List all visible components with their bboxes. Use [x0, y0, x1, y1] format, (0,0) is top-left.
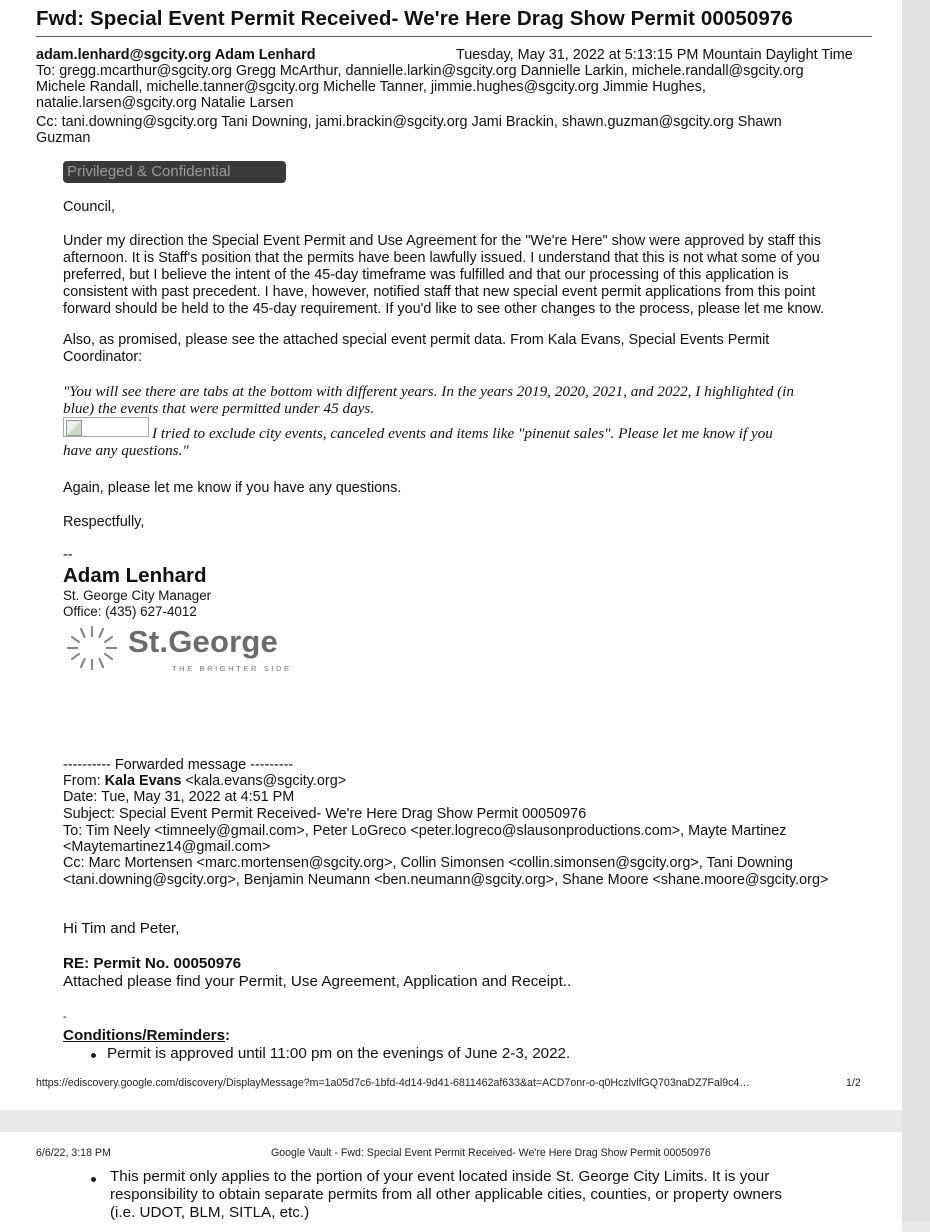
condition-2-line-1: This permit only applies to the portion of your event located inside St. George City Limits. It is your: [110, 1168, 770, 1185]
forward-to-line-2: <Maytemartinez14@gmail.com>: [63, 839, 271, 855]
logo-tagline: THE BRIGHTER SIDE: [172, 664, 292, 673]
permit-re-line: RE: Permit No. 00050976: [63, 955, 242, 972]
cc-line-1: Cc: tani.downing@sgcity.org Tani Downing, jami.brackin@sgcity.org Jami Brackin, shawn.guzman@sgcity.org Shawn: [36, 114, 782, 130]
para1-line-4: consistent with past precedent. I have, however, notified staff that new special event permit applications from this point: [63, 284, 816, 300]
signature-dash: --: [63, 547, 73, 563]
forward-from-name: Kala Evans: [104, 773, 182, 789]
condition-1: Permit is approved until 11:00 pm on the evenings of June 2-3, 2022.: [107, 1045, 571, 1062]
para2-line-1: Also, as promised, please see the attached special event permit data. From Kala Evans, Special Events Permit: [63, 332, 770, 348]
forward-separator: ---------- Forwarded message ---------: [63, 757, 294, 773]
condition-2-line-2: responsibility to obtain separate permits from all other applicable cities, counties, or property owners: [110, 1186, 782, 1203]
forward-to-line-1: To: Tim Neely <timneely@gmail.com>, Peter LoGreco <peter.logreco@slausonproductions.com>, Mayte Martinez: [63, 823, 787, 839]
conditions-colon: :: [225, 1027, 231, 1044]
para1-line-2: afternoon. It is Staff's position that the permits have been lawfully issued. I understand that this is not what some of you: [63, 250, 820, 266]
bullet-dot: [91, 1053, 96, 1058]
print-timestamp: 6/6/22, 3:18 PM: [36, 1147, 111, 1159]
closing: Respectfully,: [63, 514, 145, 530]
document-page-2: [0, 1132, 902, 1232]
quote-line-2: blue) the events that were permitted under 45 days.: [63, 400, 375, 417]
forward-date: Date: Tue, May 31, 2022 at 4:51 PM: [63, 789, 295, 805]
confidential-label: Privileged & Confidential: [63, 161, 286, 183]
cc-line-2: Guzman: [36, 130, 91, 146]
para1-line-5: forward should be held to the 45-day requirement. If you'd like to see other changes to the process, please let me know.: [63, 301, 825, 317]
email-subject-title: Fwd: Special Event Permit Received- We're Here Drag Show Permit 00050976: [36, 7, 793, 30]
condition-2-line-3: (i.e. UDOT, BLM, SITLA, etc.): [110, 1204, 310, 1221]
conditions-heading: [63, 1027, 230, 1044]
signature-name: Adam Lenhard: [63, 564, 207, 587]
signature-office: Office: (435) 627-4012: [63, 604, 197, 619]
print-header-title: Google Vault - Fwd: Special Event Permit Received- We're Here Drag Show Permit 00050976: [271, 1147, 711, 1159]
sender-line: adam.lenhard@sgcity.org Adam Lenhard: [36, 47, 316, 63]
page-url-footer: https://ediscovery.google.com/discovery/DisplayMessage?m=1a05d7c6-1bfd-4d14-9d41-6811462af633&at=ACD7onr-o-q0HczlvlfGQ703naDZ7Fal9c4…: [36, 1077, 750, 1089]
forward-cc-line-2: <tani.downing@sgcity.org>, Benjamin Neumann <ben.neumann@sgcity.org>, Shane Moore <shane.moore@sgcity.org>: [63, 872, 829, 888]
forward-from-email: <kala.evans@sgcity.org>: [181, 773, 347, 789]
forward-from-label: From:: [63, 773, 105, 789]
forward-subject: Subject: Special Event Permit Received- We're Here Drag Show Permit 00050976: [63, 806, 587, 822]
para1-line-3: preferred, but I believe the intent of the 45-day timeframe was fulfilled and that our processing of this application is: [63, 267, 789, 283]
st-george-logo: [60, 620, 300, 680]
forward-greeting: Hi Tim and Peter,: [63, 920, 180, 937]
broken-image-icon: [63, 417, 149, 437]
conditions-heading-text: Conditions/Reminders: [63, 1027, 226, 1044]
signature-title: St. George City Manager: [63, 588, 212, 603]
to-line-1: To: gregg.mcarthur@sgcity.org Gregg McArthur, dannielle.larkin@sgcity.org Dannielle Larkin, michele.randall@sgcity.org: [36, 63, 804, 79]
sent-date: Tuesday, May 31, 2022 at 5:13:15 PM Mountain Daylight Time: [456, 47, 853, 63]
again-line: Again, please let me know if you have any questions.: [63, 480, 402, 496]
forward-cc-line-1: Cc: Marc Mortensen <marc.mortensen@sgcity.org>, Collin Simonsen <collin.simonsen@sgcity.org>, Tani Downing: [63, 855, 793, 871]
to-line-2: Michele Randall, michelle.tanner@sgcity.org Michelle Tanner, jimmie.hughes@sgcity.org Jimmie Hughes,: [36, 79, 706, 95]
viewer-scrollbar-track[interactable]: [902, 0, 930, 1222]
logo-wordmark: St.George: [128, 624, 278, 659]
quote-line-1: "You will see there are tabs at the bottom with different years. In the years 2019, 2020, 2021, and 2022, I highlighted (in: [63, 383, 794, 400]
attached-line: Attached please find your Permit, Use Agreement, Application and Receipt..: [63, 973, 572, 990]
small-dash: -: [63, 1011, 67, 1023]
sunburst-icon: [60, 620, 124, 676]
para1-line-1: Under my direction the Special Event Permit and Use Agreement for the "We're Here" show were approved by staff this: [63, 233, 821, 249]
bullet-dot: [91, 1177, 96, 1182]
greeting: Council,: [63, 199, 115, 215]
para2-line-2: Coordinator:: [63, 349, 143, 365]
quote-line-3: I tried to exclude city events, canceled events and items like "pinenut sales". Please let me know if you: [152, 425, 773, 442]
to-line-3: natalie.larsen@sgcity.org Natalie Larsen: [36, 95, 294, 111]
page-number: 1/2: [846, 1077, 861, 1089]
image-placeholder-icon: [66, 420, 82, 436]
forward-from-line: [63, 773, 346, 790]
title-divider: [36, 36, 872, 37]
quote-line-4: have any questions.": [63, 442, 189, 459]
